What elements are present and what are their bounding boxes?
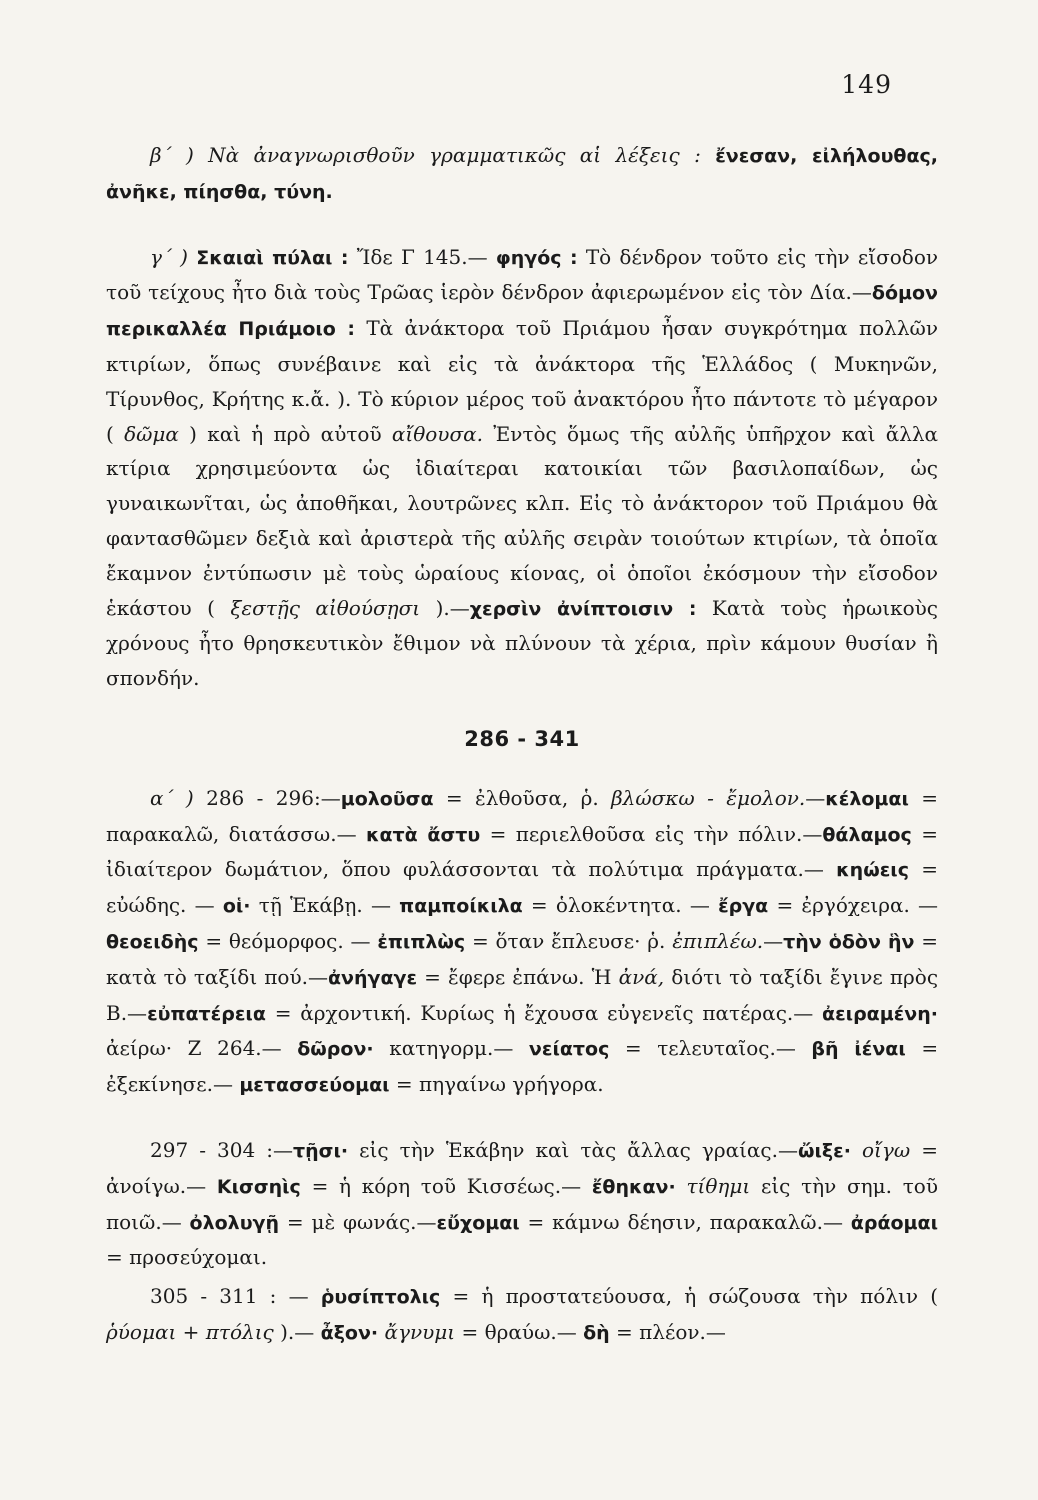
gloss: = κατὰ τὸ ταξίδι πού.—	[106, 928, 938, 989]
verse-range: 286 - 296:—	[206, 785, 341, 810]
italic-word: τίθημι	[686, 1173, 751, 1198]
term: ἔνεσαν, εἰλήλουθας, ἀνῆκε, πίησθα, τύνη.	[106, 145, 939, 203]
term: παμποίκιλα	[399, 895, 523, 918]
gloss: = πλέον.—	[616, 1319, 726, 1344]
italic-word: ῥύομαι + πτόλις	[106, 1319, 274, 1344]
gloss: —	[805, 785, 826, 810]
term: ὤιξε·	[798, 1139, 851, 1162]
gloss: εἰς τὴν Ἑκάβην καὶ τὰς ἄλλας γραίας.—	[359, 1137, 798, 1162]
verse-range: 297 - 304 :—	[150, 1137, 294, 1162]
gloss: = προσεύχομαι.	[106, 1245, 268, 1270]
page-content	[106, 138, 938, 1351]
term: τὴν ὁδὸν ἣν	[783, 930, 915, 953]
gloss: τῇ Ἑκάβῃ. —	[258, 893, 391, 918]
term: δῶρον·	[297, 1038, 374, 1061]
paragraph-alpha	[106, 781, 938, 1103]
gloss: κατηγορμ.—	[389, 1036, 514, 1061]
gloss: = παρακαλῶ, διατάσσω.—	[106, 785, 939, 846]
gloss: = ὁλοκέντητα. —	[530, 893, 710, 918]
question-text: Νὰ ἀναγνωρισθοῦν γραμματικῶς αἱ λέξεις :	[208, 143, 701, 167]
term: δόμον περικαλλέα Πριάμοιο :	[106, 282, 938, 341]
term: φηγός :	[495, 246, 578, 269]
italic-word: ξεστῇς αἰθούσῃσι	[230, 595, 421, 620]
gloss: = ἡ προστατεύουσα, ἡ σώζουσα τὴν πόλιν (	[452, 1284, 939, 1309]
gloss: = κάμνω δέησιν, παρακαλῶ.—	[527, 1209, 843, 1234]
gloss: = τελευταῖος.—	[624, 1036, 796, 1061]
term: Σκαιαὶ πύλαι :	[196, 246, 349, 269]
page-number: 149	[841, 70, 892, 99]
term: ἔργα	[718, 895, 769, 918]
term: μολοῦσα	[340, 787, 434, 810]
gloss: = ἐξεκίνησε.—	[106, 1036, 939, 1097]
term: Κισσηὶς	[216, 1175, 301, 1198]
gloss: Τὰ ἀνάκτορα τοῦ Πριάμου ἦσαν συγκρότημα πολλῶν κτιρίων, ὅπως συνέβαινε καὶ εἰς τὰ ἀνάκτορα τῆς Ἑλλάδος ( Μυκηνῶν, Τίρυνθος, Κρήτης κ.ἄ. ). Τὸ κύριον μέρος τοῦ ἀνακτόρου ἦτο πάντοτε τὸ μέγαρον (	[106, 316, 939, 446]
term: κατὰ ἄστυ	[366, 823, 481, 846]
paragraph-305-311	[106, 1279, 938, 1351]
term: ἔθηκαν·	[591, 1175, 676, 1198]
gloss: Ἴδε Γ 145.—	[356, 244, 488, 269]
term: θάλαμος	[822, 823, 912, 846]
gloss: = πηγαίνω γρήγορα.	[395, 1072, 604, 1097]
term: ῥυσίπτολις	[320, 1286, 441, 1309]
gloss: Ἐντὸς ὅμως τῆς αὐλῆς ὑπῆρχον καὶ ἄλλα κτίρια χρησιμεύοντα ὡς ἰδιαίτεραι κατοικίαι τῶν βασιλοπαίδων, ὡς γυναικωνῖται, ὡς ἀποθῆκαι, λουτρῶνες κλπ. Εἰς τὸ ἀνάκτορον τοῦ Πριάμου θὰ φαντασθῶμεν δεξιὰ καὶ ἀριστερὰ τῆς αὐλῆς σειρὰν τοιούτων κτιρίων, τὰ ὁποῖα ἔκαμνον ἐντύπωσιν μὲ τοὺς ὡραίους κίονας, οἱ ὁποῖοι ἐκόσμουν τὴν εἴσοδον ἑκάστου (	[106, 421, 939, 620]
verse-range: 305 - 311 : —	[150, 1284, 309, 1309]
term: τῇσι·	[293, 1139, 349, 1162]
term: ἐπιπλὼς	[377, 930, 466, 953]
gloss: = ἀνοίγω.—	[106, 1137, 938, 1198]
term: μετασσεύομαι	[239, 1074, 390, 1097]
paragraph-gamma	[106, 240, 938, 696]
gloss: ).—	[280, 1319, 315, 1344]
term: εὔχομαι	[436, 1211, 520, 1234]
gloss: Τὸ δένδρον τοῦτο εἰς τὴν εἴσοδον τοῦ τείχους ἦτο διὰ τοὺς Τρῶας ἱερὸν δένδρον ἀφιερωμένον εἰς τὸν Δία.—	[106, 244, 939, 305]
term: οἱ·	[222, 895, 251, 918]
term: ἀράομαι	[850, 1211, 938, 1234]
gloss: —	[763, 928, 784, 953]
gloss: ) καὶ ἡ πρὸ αὐτοῦ	[189, 421, 382, 446]
italic-word: αἴθουσα.	[391, 421, 483, 446]
gloss: = ἔφερε ἐπάνω. Ἡ	[424, 964, 612, 989]
term: κέλομαι	[825, 787, 909, 810]
term: βῆ ἰέναι	[811, 1038, 906, 1061]
term: κηώεις	[836, 859, 909, 882]
italic-word: ἀνά,	[618, 964, 665, 989]
italic-word: οἴγω	[862, 1137, 911, 1162]
italic-word: βλώσκω - ἔμολον.	[611, 785, 806, 810]
term: ἀνήγαγε	[327, 966, 418, 989]
term: εὐπατέρεια	[147, 1002, 266, 1025]
item-marker: α΄ )	[150, 785, 194, 810]
term: χερσὶν ἀνίπτοισιν :	[469, 597, 697, 620]
gloss: = ἀρχοντική. Κυρίως ἡ ἔχουσα εὐγενεῖς πατέρας.—	[274, 1000, 814, 1025]
gloss: ἀείρω· Ζ 264.—	[106, 1036, 282, 1061]
gloss: = περιελθοῦσα εἰς τὴν πόλιν.—	[489, 821, 823, 846]
gloss: ).—	[435, 595, 470, 620]
gloss: διότι τὸ ταξίδι ἔγινε πρὸς Β.—	[106, 964, 939, 1025]
gloss: = εὐώδης. —	[106, 857, 938, 918]
term: ὀλολυγῇ	[189, 1211, 279, 1234]
gloss: = ἐργόχειρα. —	[776, 893, 939, 918]
term: δὴ	[583, 1321, 610, 1344]
gloss: = θεόμορφος. —	[205, 928, 371, 953]
gloss: = μὲ φωνάς.—	[286, 1209, 437, 1234]
italic-word: δῶμα	[124, 421, 179, 446]
item-marker: β΄ )	[150, 143, 194, 167]
term: ἀειραμένη·	[822, 1002, 938, 1025]
italic-word: ἄγνυμι	[384, 1319, 456, 1344]
gloss: = ἰδιαίτερον δωμάτιον, ὅπου φυλάσσονται τὰ πολύτιμα πράγματα.—	[106, 821, 938, 882]
gloss: = ἡ κόρη τοῦ Κισσέως.—	[311, 1173, 582, 1198]
paragraph-beta	[106, 138, 938, 210]
term: ἆξον·	[320, 1321, 379, 1344]
gloss: = ἐλθοῦσα, ῥ.	[445, 785, 599, 810]
italic-word: ἐπιπλέω.	[672, 928, 764, 953]
term: νείατος	[528, 1038, 610, 1061]
section-heading: 286 - 341	[464, 726, 580, 751]
gloss: = ὅταν ἔπλευσε· ῥ.	[471, 928, 666, 953]
paragraph-297-304	[106, 1133, 938, 1275]
gloss: = θραύω.—	[461, 1319, 577, 1344]
term: θεοειδὴς	[106, 930, 199, 953]
gloss: Κατὰ τοὺς ἡρωικοὺς χρόνους ἦτο θρησκευτικὸν ἔθιμον νὰ πλύνουν τὰ χέρια, πρὶν κάμουν θυσίαν ἢ σπονδήν.	[106, 595, 939, 691]
item-marker: γ΄ )	[150, 244, 188, 269]
gloss: εἰς τὴν σημ. τοῦ ποιῶ.—	[106, 1173, 939, 1234]
